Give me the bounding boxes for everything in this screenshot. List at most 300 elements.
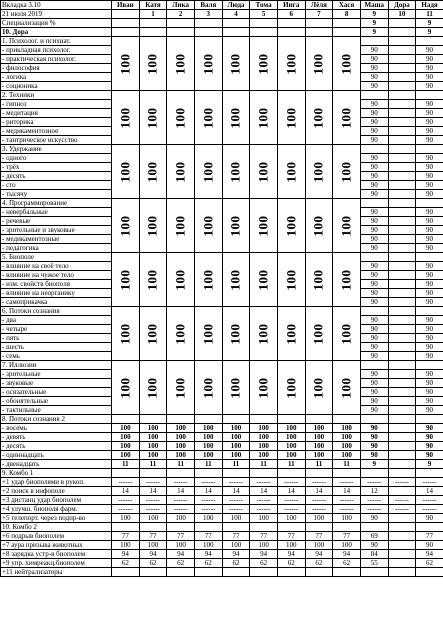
block-value[interactable]: [167, 361, 195, 415]
empty-cell[interactable]: [112, 523, 140, 532]
column-name-8[interactable]: Хася: [333, 1, 361, 10]
item-label[interactable]: - шесть: [1, 343, 112, 352]
column-name-1[interactable]: Катя: [139, 1, 167, 10]
value-cell[interactable]: [250, 568, 278, 577]
nadya-value[interactable]: 90: [416, 127, 443, 136]
group-title[interactable]: 5. Биополе: [1, 253, 112, 262]
value-cell[interactable]: 90: [360, 514, 388, 523]
dora-value[interactable]: [388, 316, 416, 325]
nadya-value[interactable]: 90: [416, 298, 443, 307]
value-cell[interactable]: 100: [112, 442, 140, 451]
block-value[interactable]: [194, 199, 222, 253]
item-label[interactable]: - гипноз: [1, 100, 112, 109]
item-label[interactable]: +5 телепорт. через подпр-во: [1, 514, 112, 523]
block-value[interactable]: [222, 361, 250, 415]
value-cell[interactable]: [388, 550, 416, 559]
item-label[interactable]: - философия: [1, 64, 112, 73]
value-cell[interactable]: 62: [305, 559, 333, 568]
empty-cell[interactable]: [222, 469, 250, 478]
value-cell[interactable]: 84: [360, 550, 388, 559]
nadya-value[interactable]: 90: [416, 55, 443, 64]
item-label[interactable]: +2 поиск в инфополе: [1, 487, 112, 496]
item-label[interactable]: +9 упр. химреакц.биополем: [1, 559, 112, 568]
value-cell[interactable]: ------: [194, 505, 222, 514]
dora-empty[interactable]: [388, 307, 416, 316]
value-cell[interactable]: 100: [222, 514, 250, 523]
date-label[interactable]: 21 июля 2019: [1, 10, 112, 19]
block-value[interactable]: [333, 199, 361, 253]
value-cell[interactable]: 90: [360, 433, 388, 442]
dora-value[interactable]: [388, 244, 416, 253]
dora-value[interactable]: [388, 262, 416, 271]
masha-empty[interactable]: [360, 253, 388, 262]
nadya-value[interactable]: 90: [416, 226, 443, 235]
dora-value[interactable]: [112, 28, 140, 37]
block-value[interactable]: [222, 199, 250, 253]
value-cell[interactable]: [388, 532, 416, 541]
empty-cell[interactable]: [388, 523, 416, 532]
value-cell[interactable]: [167, 568, 195, 577]
group-title[interactable]: 2. Техники: [1, 91, 112, 100]
group-title[interactable]: 1. Психолог. и психиат.: [1, 37, 112, 46]
nadya-value[interactable]: 90: [416, 235, 443, 244]
value-cell[interactable]: [388, 424, 416, 433]
value-cell[interactable]: 14: [222, 487, 250, 496]
dora-value[interactable]: [388, 379, 416, 388]
block-value[interactable]: [305, 307, 333, 361]
item-label[interactable]: - одного: [1, 154, 112, 163]
value-cell[interactable]: 100: [305, 541, 333, 550]
block-value[interactable]: [167, 307, 195, 361]
value-cell[interactable]: 11: [139, 460, 167, 469]
empty-cell[interactable]: [250, 469, 278, 478]
value-cell[interactable]: ------: [360, 505, 388, 514]
masha-value[interactable]: 90: [360, 190, 388, 199]
value-cell[interactable]: 100: [277, 541, 305, 550]
value-cell[interactable]: 100: [305, 514, 333, 523]
value-cell[interactable]: [388, 451, 416, 460]
block-value[interactable]: [305, 91, 333, 145]
value-cell[interactable]: 100: [194, 451, 222, 460]
spec-value[interactable]: [277, 19, 305, 28]
masha-value[interactable]: 90: [360, 388, 388, 397]
value-cell[interactable]: ------: [277, 496, 305, 505]
item-label[interactable]: - соционика: [1, 82, 112, 91]
block-value[interactable]: [333, 307, 361, 361]
empty-cell[interactable]: [139, 415, 167, 424]
value-cell[interactable]: 94: [305, 550, 333, 559]
block-value[interactable]: [277, 145, 305, 199]
value-cell[interactable]: 62: [416, 559, 443, 568]
value-cell[interactable]: ------: [194, 496, 222, 505]
value-cell[interactable]: 62: [167, 559, 195, 568]
block-value[interactable]: [194, 361, 222, 415]
nadya-value[interactable]: 90: [416, 118, 443, 127]
masha-value[interactable]: 90: [360, 298, 388, 307]
value-cell[interactable]: 100: [333, 514, 361, 523]
block-value[interactable]: [112, 91, 140, 145]
block-value[interactable]: [333, 145, 361, 199]
value-cell[interactable]: 94: [222, 550, 250, 559]
value-cell[interactable]: 100: [112, 541, 140, 550]
empty-cell[interactable]: [416, 523, 443, 532]
dora-empty[interactable]: [388, 199, 416, 208]
block-value[interactable]: [139, 145, 167, 199]
value-cell[interactable]: ------: [388, 478, 416, 487]
nadya-value[interactable]: 90: [416, 154, 443, 163]
nadya-value[interactable]: 90: [416, 325, 443, 334]
value-cell[interactable]: ------: [277, 505, 305, 514]
value-cell[interactable]: [139, 568, 167, 577]
masha-value[interactable]: 90: [360, 334, 388, 343]
dora-value[interactable]: [388, 352, 416, 361]
value-cell[interactable]: 62: [222, 559, 250, 568]
dora-value[interactable]: [388, 136, 416, 145]
value-cell[interactable]: 77: [139, 532, 167, 541]
value-cell[interactable]: ------: [139, 478, 167, 487]
item-label[interactable]: +4 улучш. биополя фарм.: [1, 505, 112, 514]
empty-cell[interactable]: [416, 469, 443, 478]
value-cell[interactable]: 100: [250, 514, 278, 523]
block-value[interactable]: [333, 37, 361, 91]
value-cell[interactable]: [388, 541, 416, 550]
value-cell[interactable]: 90: [416, 541, 443, 550]
value-cell[interactable]: ------: [250, 496, 278, 505]
value-cell[interactable]: 62: [139, 559, 167, 568]
value-cell[interactable]: 14: [167, 487, 195, 496]
dora-value[interactable]: 9: [360, 28, 388, 37]
nadya-value[interactable]: 90: [416, 46, 443, 55]
block-value[interactable]: [277, 37, 305, 91]
value-cell[interactable]: 100: [112, 451, 140, 460]
nadya-value[interactable]: 90: [416, 181, 443, 190]
value-cell[interactable]: [388, 460, 416, 469]
item-label[interactable]: - девять: [1, 433, 112, 442]
nadya-value[interactable]: 90: [416, 352, 443, 361]
value-cell[interactable]: ------: [360, 478, 388, 487]
masha-value[interactable]: 90: [360, 226, 388, 235]
dora-value[interactable]: [388, 289, 416, 298]
spec-value[interactable]: [388, 19, 416, 28]
empty-cell[interactable]: [305, 415, 333, 424]
group-title[interactable]: 4. Программирование: [1, 199, 112, 208]
spec-value[interactable]: 9: [416, 19, 443, 28]
dora-empty[interactable]: [388, 37, 416, 46]
masha-value[interactable]: 90: [360, 109, 388, 118]
column-number-4[interactable]: 4: [222, 10, 250, 19]
nadya-value[interactable]: 90: [416, 217, 443, 226]
value-cell[interactable]: [388, 559, 416, 568]
spec-value[interactable]: [194, 19, 222, 28]
value-cell[interactable]: 55: [360, 559, 388, 568]
value-cell[interactable]: 62: [333, 559, 361, 568]
value-cell[interactable]: 100: [194, 514, 222, 523]
column-number-5[interactable]: 5: [250, 10, 278, 19]
masha-value[interactable]: 90: [360, 397, 388, 406]
value-cell[interactable]: 100: [305, 442, 333, 451]
nadya-value[interactable]: 90: [416, 163, 443, 172]
block-value[interactable]: [305, 199, 333, 253]
masha-value[interactable]: 90: [360, 370, 388, 379]
value-cell[interactable]: ------: [112, 478, 140, 487]
column-number-8[interactable]: 8: [333, 10, 361, 19]
spec-value[interactable]: [139, 19, 167, 28]
column-name-0[interactable]: Иван: [112, 1, 140, 10]
value-cell[interactable]: 100: [139, 514, 167, 523]
value-cell[interactable]: 100: [222, 424, 250, 433]
masha-value[interactable]: 90: [360, 181, 388, 190]
value-cell[interactable]: 100: [139, 541, 167, 550]
value-cell[interactable]: 90: [416, 442, 443, 451]
empty-cell[interactable]: [167, 415, 195, 424]
masha-value[interactable]: 90: [360, 325, 388, 334]
dora-empty[interactable]: [388, 91, 416, 100]
group-title[interactable]: 3. Удержание: [1, 145, 112, 154]
value-cell[interactable]: 100: [222, 541, 250, 550]
value-cell[interactable]: 12: [360, 487, 388, 496]
dora-value[interactable]: [388, 127, 416, 136]
value-cell[interactable]: 90: [416, 433, 443, 442]
column-number-0[interactable]: [112, 10, 140, 19]
nadya-value[interactable]: 90: [416, 208, 443, 217]
value-cell[interactable]: ------: [112, 496, 140, 505]
block-value[interactable]: [250, 145, 278, 199]
value-cell[interactable]: 77: [250, 532, 278, 541]
empty-cell[interactable]: [222, 523, 250, 532]
masha-value[interactable]: 90: [360, 262, 388, 271]
masha-empty[interactable]: [360, 37, 388, 46]
nadya-value[interactable]: 90: [416, 64, 443, 73]
value-cell[interactable]: ------: [388, 496, 416, 505]
value-cell[interactable]: ------: [222, 496, 250, 505]
tab-label[interactable]: Вкладка 3.10: [1, 1, 112, 10]
item-label[interactable]: - тысячу: [1, 190, 112, 199]
value-cell[interactable]: 100: [250, 451, 278, 460]
value-cell[interactable]: 94: [416, 550, 443, 559]
value-cell[interactable]: 100: [167, 541, 195, 550]
dora-empty[interactable]: [388, 145, 416, 154]
dora-value[interactable]: [388, 109, 416, 118]
value-cell[interactable]: [305, 568, 333, 577]
dora-value[interactable]: [388, 397, 416, 406]
value-cell[interactable]: 100: [333, 424, 361, 433]
spec-value[interactable]: [167, 19, 195, 28]
item-label[interactable]: - осязательные: [1, 388, 112, 397]
value-cell[interactable]: ------: [305, 496, 333, 505]
item-label[interactable]: - логика: [1, 73, 112, 82]
value-cell[interactable]: 77: [305, 532, 333, 541]
value-cell[interactable]: 90: [416, 451, 443, 460]
empty-cell[interactable]: [388, 415, 416, 424]
masha-value[interactable]: 90: [360, 82, 388, 91]
nadya-value[interactable]: 90: [416, 406, 443, 415]
block-value[interactable]: [305, 37, 333, 91]
value-cell[interactable]: ------: [416, 496, 443, 505]
block-value[interactable]: [250, 253, 278, 307]
value-cell[interactable]: 14: [305, 487, 333, 496]
value-cell[interactable]: 100: [305, 433, 333, 442]
spec-value[interactable]: [250, 19, 278, 28]
nadya-value[interactable]: 90: [416, 334, 443, 343]
value-cell[interactable]: 77: [194, 532, 222, 541]
value-cell[interactable]: 100: [194, 541, 222, 550]
dora-value[interactable]: [388, 343, 416, 352]
group-title[interactable]: 6. Потоки сознания: [1, 307, 112, 316]
value-cell[interactable]: 11: [333, 460, 361, 469]
masha-value[interactable]: 90: [360, 127, 388, 136]
value-cell[interactable]: 100: [277, 442, 305, 451]
column-name-6[interactable]: Инга: [277, 1, 305, 10]
nadya-empty[interactable]: [416, 37, 443, 46]
masha-value[interactable]: 90: [360, 136, 388, 145]
value-cell[interactable]: 100: [250, 424, 278, 433]
block-value[interactable]: [277, 307, 305, 361]
value-cell[interactable]: ------: [250, 478, 278, 487]
value-cell[interactable]: [333, 568, 361, 577]
group-title[interactable]: 8. Потоки сознания 2: [1, 415, 112, 424]
nadya-value[interactable]: 90: [416, 190, 443, 199]
block-value[interactable]: [305, 253, 333, 307]
value-cell[interactable]: 100: [333, 541, 361, 550]
nadya-empty[interactable]: [416, 199, 443, 208]
masha-value[interactable]: 90: [360, 235, 388, 244]
item-label[interactable]: - влияние на неорганику: [1, 289, 112, 298]
masha-value[interactable]: 90: [360, 118, 388, 127]
masha-empty[interactable]: [360, 91, 388, 100]
dora-value[interactable]: [388, 64, 416, 73]
nadya-value[interactable]: 90: [416, 388, 443, 397]
item-label[interactable]: - зрительные и звуковые: [1, 226, 112, 235]
value-cell[interactable]: 94: [333, 550, 361, 559]
value-cell[interactable]: [360, 568, 388, 577]
value-cell[interactable]: ------: [139, 505, 167, 514]
dora-value[interactable]: [167, 28, 195, 37]
masha-value[interactable]: 90: [360, 289, 388, 298]
item-label[interactable]: - сто: [1, 181, 112, 190]
value-cell[interactable]: 100: [194, 424, 222, 433]
value-cell[interactable]: ------: [360, 496, 388, 505]
item-label[interactable]: - тантрическое искусство: [1, 136, 112, 145]
value-cell[interactable]: ------: [139, 496, 167, 505]
dora-value[interactable]: [388, 28, 416, 37]
column-number-6[interactable]: 6: [277, 10, 305, 19]
dora-value[interactable]: [388, 217, 416, 226]
value-cell[interactable]: ------: [250, 505, 278, 514]
value-cell[interactable]: 94: [167, 550, 195, 559]
value-cell[interactable]: 14: [194, 487, 222, 496]
value-cell[interactable]: 94: [112, 550, 140, 559]
item-label[interactable]: - одиннадцать: [1, 451, 112, 460]
empty-cell[interactable]: [194, 415, 222, 424]
nadya-empty[interactable]: [416, 253, 443, 262]
group-title[interactable]: 9. Комбо 1: [1, 469, 112, 478]
dora-value[interactable]: [388, 82, 416, 91]
masha-empty[interactable]: [360, 361, 388, 370]
block-value[interactable]: [112, 145, 140, 199]
value-cell[interactable]: 11: [305, 460, 333, 469]
dora-value[interactable]: [388, 46, 416, 55]
dora-value[interactable]: [388, 370, 416, 379]
value-cell[interactable]: 94: [139, 550, 167, 559]
value-cell[interactable]: 100: [277, 451, 305, 460]
value-cell[interactable]: [388, 442, 416, 451]
empty-cell[interactable]: [333, 415, 361, 424]
column-name-3[interactable]: Валя: [194, 1, 222, 10]
value-cell[interactable]: 62: [194, 559, 222, 568]
group-title[interactable]: 7. Иллюзии: [1, 361, 112, 370]
value-cell[interactable]: 77: [277, 532, 305, 541]
masha-value[interactable]: 90: [360, 280, 388, 289]
column-name-4[interactable]: Люда: [222, 1, 250, 10]
block-value[interactable]: [222, 37, 250, 91]
item-label[interactable]: - обонятельные: [1, 397, 112, 406]
column-name-10[interactable]: Дора: [388, 1, 416, 10]
nadya-value[interactable]: 90: [416, 136, 443, 145]
item-label[interactable]: - риторика: [1, 118, 112, 127]
value-cell[interactable]: 77: [167, 532, 195, 541]
block-value[interactable]: [194, 91, 222, 145]
value-cell[interactable]: 100: [305, 424, 333, 433]
value-cell[interactable]: 11: [112, 460, 140, 469]
item-label[interactable]: - двенадцать: [1, 460, 112, 469]
dora-value[interactable]: [388, 73, 416, 82]
dora-value[interactable]: [388, 154, 416, 163]
item-label[interactable]: - медикаментозные: [1, 235, 112, 244]
value-cell[interactable]: 90: [416, 424, 443, 433]
item-label[interactable]: - зрительные: [1, 370, 112, 379]
nadya-value[interactable]: 90: [416, 370, 443, 379]
block-value[interactable]: [222, 253, 250, 307]
dora-value[interactable]: [388, 118, 416, 127]
value-cell[interactable]: ------: [194, 478, 222, 487]
masha-value[interactable]: 90: [360, 406, 388, 415]
value-cell[interactable]: 100: [277, 433, 305, 442]
value-cell[interactable]: 14: [277, 487, 305, 496]
nadya-value[interactable]: 90: [416, 271, 443, 280]
value-cell[interactable]: 90: [360, 541, 388, 550]
empty-cell[interactable]: [139, 469, 167, 478]
block-value[interactable]: [250, 199, 278, 253]
item-label[interactable]: +8 зарядка устр-в биополем: [1, 550, 112, 559]
value-cell[interactable]: 100: [167, 451, 195, 460]
value-cell[interactable]: 100: [167, 514, 195, 523]
value-cell[interactable]: 100: [333, 451, 361, 460]
empty-cell[interactable]: [333, 523, 361, 532]
masha-empty[interactable]: [360, 145, 388, 154]
masha-value[interactable]: 90: [360, 154, 388, 163]
dora-value[interactable]: [333, 28, 361, 37]
nadya-value[interactable]: 90: [416, 73, 443, 82]
block-value[interactable]: [167, 199, 195, 253]
value-cell[interactable]: 100: [222, 451, 250, 460]
dora-value[interactable]: [388, 163, 416, 172]
item-label[interactable]: - педагогика: [1, 244, 112, 253]
value-cell[interactable]: ------: [416, 478, 443, 487]
dora-value[interactable]: [388, 325, 416, 334]
nadya-value[interactable]: 90: [416, 280, 443, 289]
empty-cell[interactable]: [360, 469, 388, 478]
empty-cell[interactable]: [305, 469, 333, 478]
masha-value[interactable]: 90: [360, 55, 388, 64]
nadya-empty[interactable]: [416, 91, 443, 100]
value-cell[interactable]: [194, 568, 222, 577]
empty-cell[interactable]: [167, 523, 195, 532]
value-cell[interactable]: 100: [333, 433, 361, 442]
masha-empty[interactable]: [360, 307, 388, 316]
value-cell[interactable]: ------: [112, 505, 140, 514]
value-cell[interactable]: [388, 433, 416, 442]
column-number-3[interactable]: 3: [194, 10, 222, 19]
